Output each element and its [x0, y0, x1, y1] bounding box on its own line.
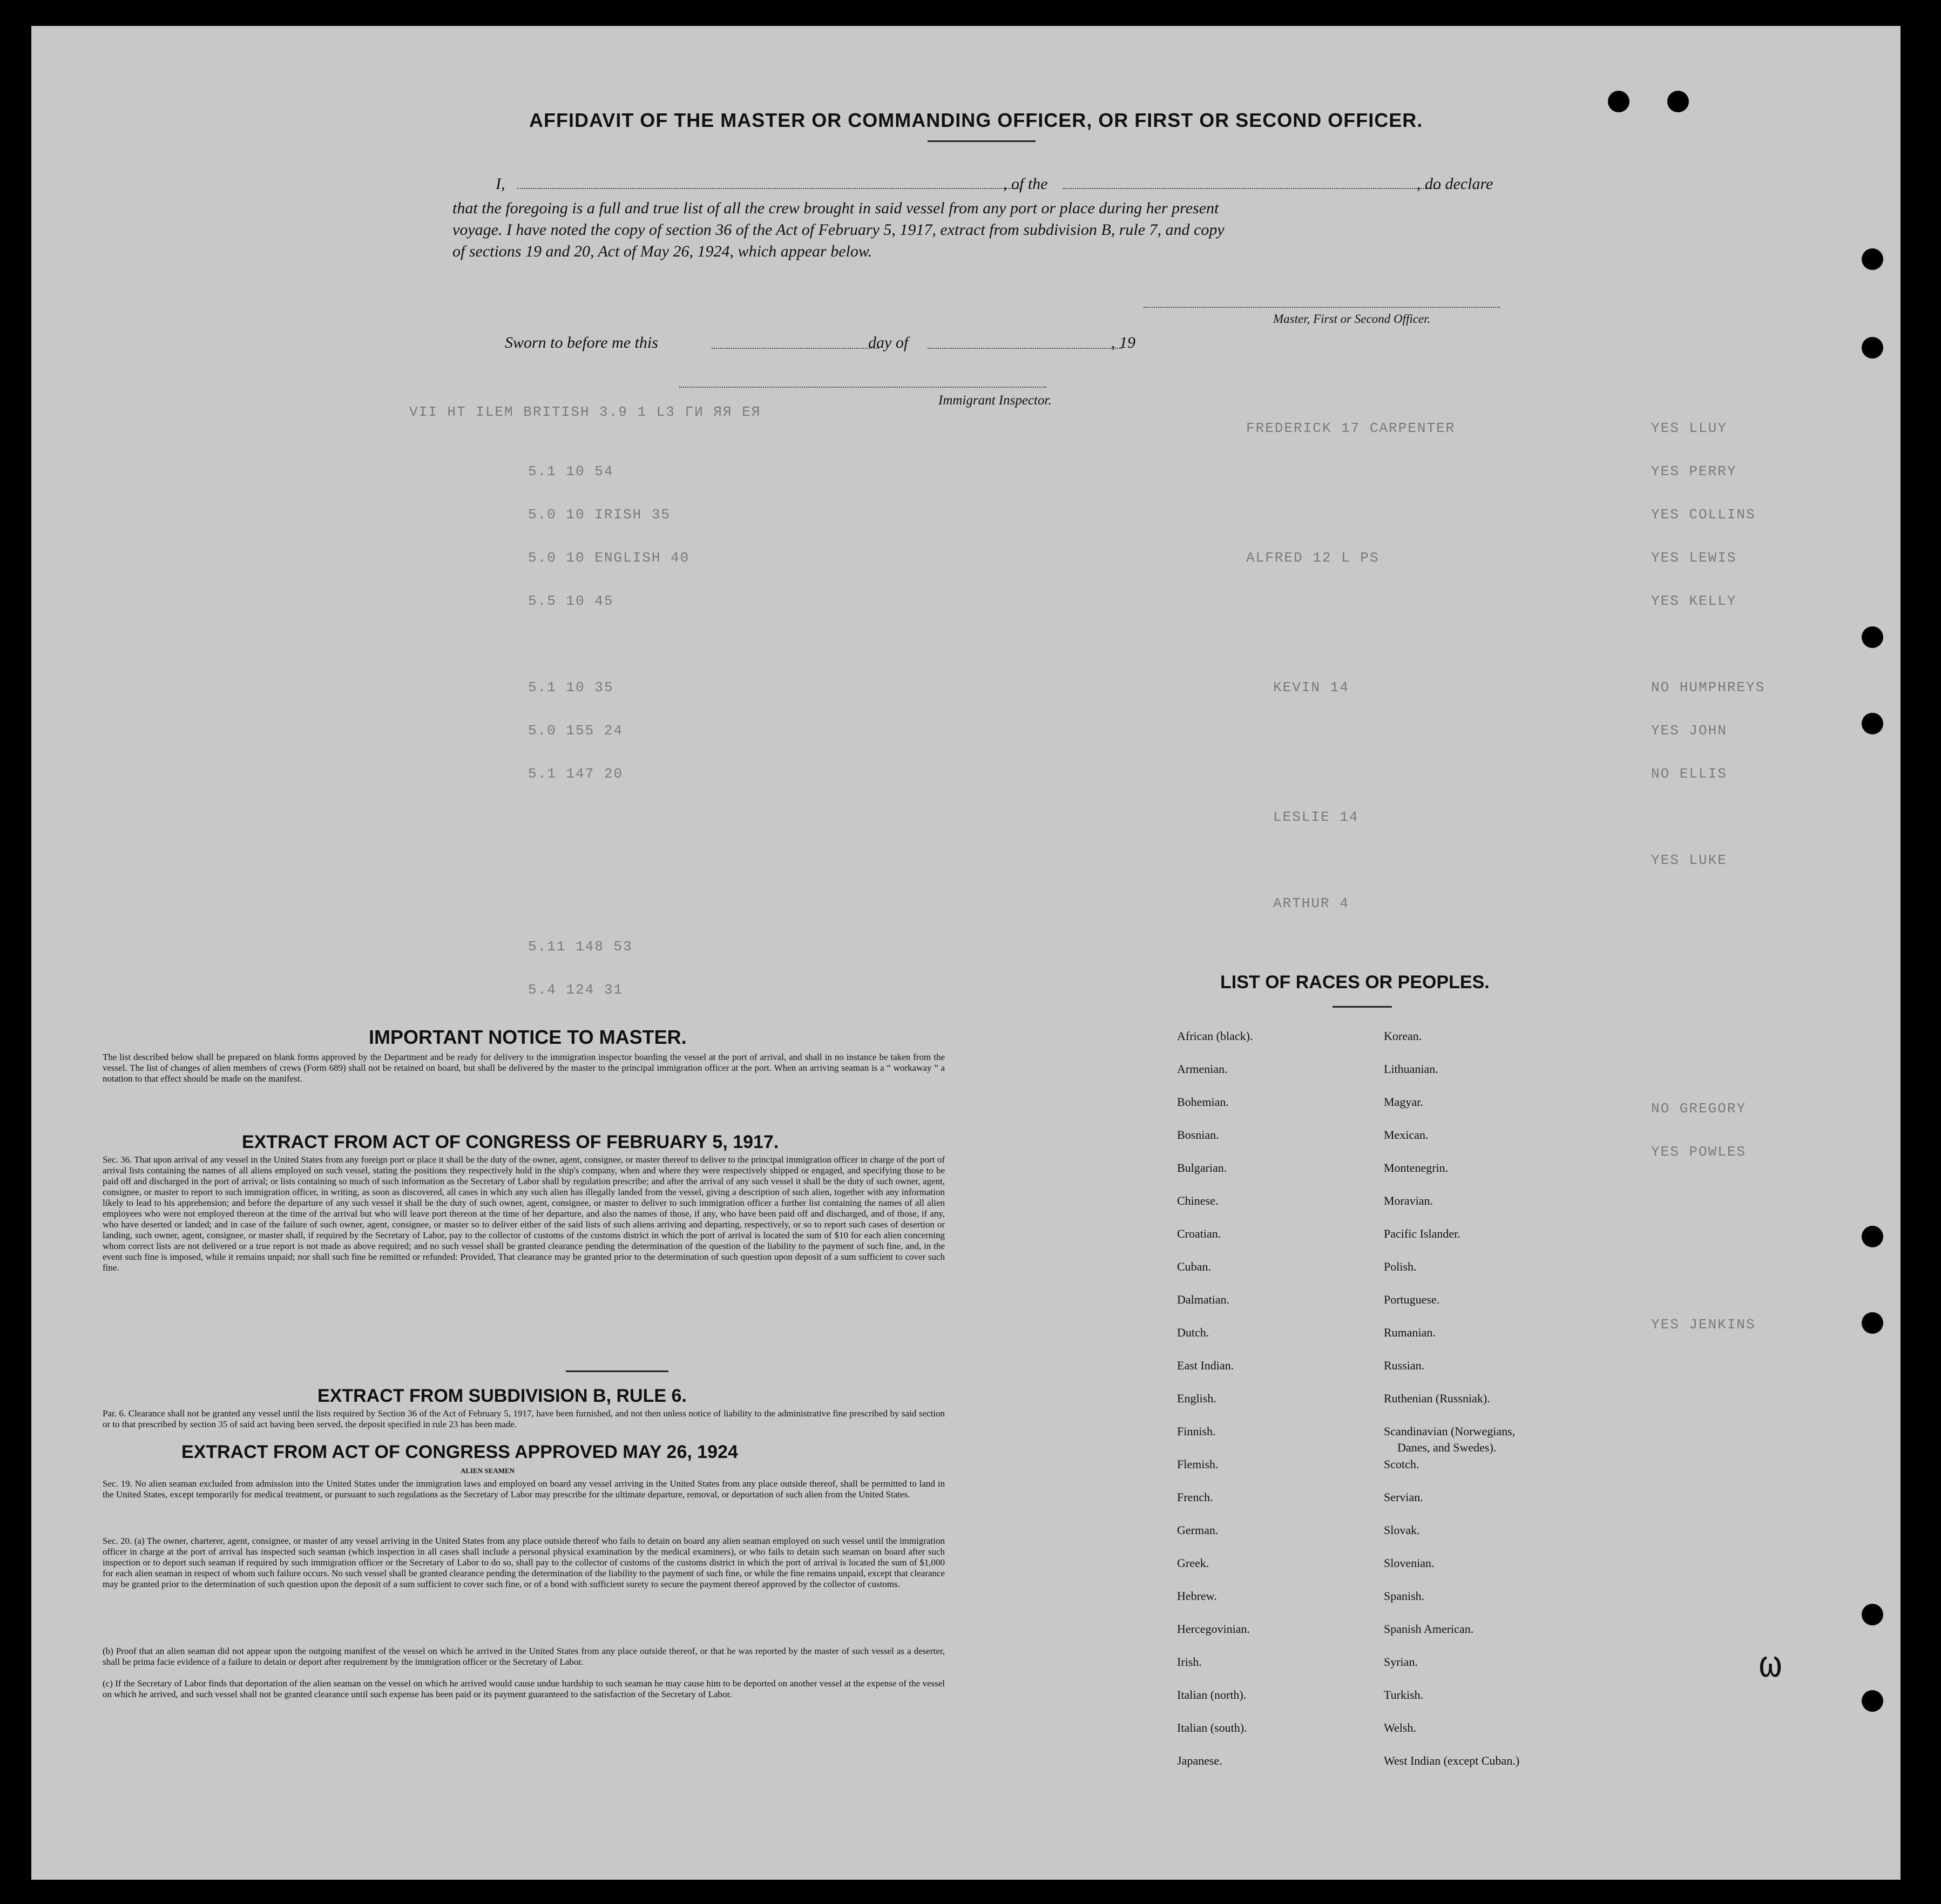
race-left-17: Hebrew.: [1177, 1589, 1217, 1603]
punch-hole-icon: [1608, 91, 1629, 112]
punch-hole-icon: [1862, 1226, 1883, 1247]
race-right-7: Polish.: [1384, 1260, 1417, 1273]
title-underline: [928, 140, 1036, 142]
signature-caption: Master, First or Second Officer.: [1273, 312, 1431, 326]
notice-title: IMPORTANT NOTICE TO MASTER.: [369, 1026, 687, 1048]
bleed-through-marks: ARTHUR 4: [1273, 895, 1349, 912]
bleed-through-marks: YES JOHN: [1651, 723, 1727, 739]
race-right-20: Syrian.: [1384, 1655, 1418, 1669]
race-right-11: Ruthenian (Russniak).: [1384, 1392, 1490, 1405]
race-right-9: Rumanian.: [1384, 1326, 1436, 1339]
section-divider: [566, 1370, 668, 1372]
race-right-1: Lithuanian.: [1384, 1062, 1438, 1076]
bleed-through-marks: YES COLLINS: [1651, 507, 1756, 523]
race-right-6: Pacific Islander.: [1384, 1227, 1460, 1240]
race-right-16: Slovak.: [1384, 1523, 1420, 1537]
race-left-0: African (black).: [1177, 1029, 1253, 1043]
bleed-through-marks: KEVIN 14: [1273, 679, 1349, 696]
bleed-through-marks: ω: [1759, 1646, 1783, 1689]
bleed-through-marks: YES LEWIS: [1651, 550, 1737, 566]
extract-1924-title: EXTRACT FROM ACT OF CONGRESS APPROVED MAY 26, 1924: [181, 1442, 738, 1462]
inspector-blank[interactable]: [679, 387, 1046, 388]
race-right-14: Scotch.: [1384, 1457, 1419, 1471]
race-right-10: Russian.: [1384, 1359, 1425, 1372]
bleed-through-marks: YES PERRY: [1651, 463, 1737, 480]
inspector-caption: Immigrant Inspector.: [938, 393, 1052, 408]
race-left-18: Hercegovinian.: [1177, 1622, 1250, 1636]
race-right-0: Korean.: [1384, 1029, 1422, 1043]
punch-hole-icon: [1862, 337, 1883, 359]
race-right-17: Slovenian.: [1384, 1556, 1435, 1570]
bleed-through-marks: YES LLUY: [1651, 420, 1727, 436]
extract-1917-text: Sec. 36. That upon arrival of any vessel in the United States from any foreign port or place it shall be the duty of the owner, agent, consignee, or master thereof to deliver to the principal immigration officer in charge of the port of arrival lists containing the names of all aliens employed on such vessel, stating the positions they respectively hold in the ship's company, when and where they were respectively shipped or engaged, and specifying those to be paid off and discharged in the port of arrival; or lists containing so much of such information as the Secretary of Labor shall by regulation prescribe; and after the arrival of any such vessel it shall be the duty of such owner, agent, consignee, or master to report to such immigration officer, in writing, as soon as discovered, all cases in which any such alien has illegally landed from the vessel, giving a description of such alien, together with any information likely to lead to his apprehension; and before the departure of any such vessel it shall be the duty of such owner, agent, consignee, or master to deliver to such immigration officer a further list containing the names of all alien employees who were not employed thereon at the time of the arrival but who will leave port thereon at the time of her departure, and also the names of those, if any, who have been paid off and discharged, and of those, if any, who have deserted or landed; and in case of the failure of such owner, agent, consignee, or master so to deliver either of the said lists of such aliens arriving and departing, respectively, or so to report such cases of desertion or landing, such owner, agent, consignee, or master shall, if required by the Secretary of Labor, pay to the collector of customs of the customs district in which the port of arrival is located the sum of $10 for each alien concerning whom correct lists are not delivered or a true report is not made as above required; and no such vessel shall be granted clearance pending the determination of the question of the liability to the payment of such fine, and, in the event such fine is imposed, while it remains unpaid; nor shall such fine be remitted or refunded: Provided, That clearance may be granted prior to the determination of such question upon deposit of a sum sufficient to cover such fine.: [103, 1154, 945, 1273]
signature-blank[interactable]: [1144, 307, 1500, 308]
declaration-do-declare: , do declare: [1417, 175, 1493, 193]
bleed-through-marks: NO HUMPHREYS: [1651, 679, 1766, 696]
extract-1924-c: (c) If the Secretary of Labor finds that deportation of the alien seaman on the vessel on which he arrived would cause undue hardship to such seaman he may cause him to be deported on another vessel at the expense of the vessel on which he arrived, and such vessel shall not be granted clearance until such expense has been paid or its payment guaranteed to the satisfaction of the Secretary of Labor.: [103, 1678, 945, 1699]
race-left-2: Bohemian.: [1177, 1095, 1229, 1109]
punch-hole-icon: [1862, 1312, 1883, 1334]
bleed-through-marks: YES POWLES: [1651, 1144, 1747, 1160]
race-left-3: Bosnian.: [1177, 1128, 1219, 1142]
extract-1924-sec19: Sec. 19. No alien seaman excluded from admission into the United States under the immigration laws and employed on board any vessel arriving in the United States from any place outside thereof, shall be permitted to land in the United States, except temporarily for medical treatment, or pursuant to such regulations as the Secretary of Labor may prescribe for the ultimate departure, removal, or deportation of such alien from the United States.: [103, 1478, 945, 1500]
sworn-day-of: day of: [868, 334, 909, 352]
race-left-21: Italian (south).: [1177, 1721, 1247, 1734]
bleed-through-marks: YES LUKE: [1651, 852, 1727, 868]
bleed-through-marks: 5.11 148 53: [528, 939, 633, 955]
punch-hole-icon: [1862, 713, 1883, 734]
race-left-12: Finnish.: [1177, 1424, 1216, 1438]
race-left-5: Chinese.: [1177, 1194, 1219, 1207]
race-left-20: Italian (north).: [1177, 1688, 1247, 1702]
bleed-through-marks: 5.1 10 54: [528, 463, 614, 480]
race-left-7: Cuban.: [1177, 1260, 1211, 1273]
punch-hole-icon: [1862, 248, 1883, 270]
race-right-15: Servian.: [1384, 1490, 1423, 1504]
race-right-5: Moravian.: [1384, 1194, 1433, 1207]
bleed-through-marks: 5.4 124 31: [528, 982, 624, 998]
race-right-4: Montenegrin.: [1384, 1161, 1449, 1174]
bleed-through-marks: YES JENKINS: [1651, 1316, 1756, 1333]
extract-1924-b: (b) Proof that an alien seaman did not appear upon the outgoing manifest of the vessel on which he arrived in the United States from any place outside thereof, or that he was reported by the master of such vessel as a deserter, shall be prima facie evidence of a failure to detain or deport after requirement by the immigration officer or the Secretary of Labor.: [103, 1646, 945, 1667]
bleed-through-marks: VII HT ILEM BRITISH 3.9 1 L3 ГИ ЯЯ ЕЯ: [409, 404, 761, 420]
extract-rule6-text: Par. 6. Clearance shall not be granted any vessel until the lists required by Section 36 of the Act of February 5, 1917, have been furnished, and not then unless notice of liability to the administrative fine prescribed by said section or to that prescribed by section 35 of said act having been served, the deposit specified in rule 23 has been made.: [103, 1408, 945, 1429]
extract-rule6-title: EXTRACT FROM SUBDIVISION B, RULE 6.: [317, 1386, 687, 1406]
race-left-8: Dalmatian.: [1177, 1293, 1230, 1306]
race-right-13: Danes, and Swedes).: [1397, 1441, 1497, 1454]
punch-hole-icon: [1862, 626, 1883, 648]
bleed-through-marks: 5.1 147 20: [528, 766, 624, 782]
bleed-through-marks: 5.0 10 ENGLISH 40: [528, 550, 690, 566]
race-left-6: Croatian.: [1177, 1227, 1221, 1240]
race-left-9: Dutch.: [1177, 1326, 1209, 1339]
extract-1917-title: EXTRACT FROM ACT OF CONGRESS OF FEBRUARY 5, 1917.: [242, 1132, 779, 1152]
race-left-14: French.: [1177, 1490, 1213, 1504]
affidavit-title: AFFIDAVIT OF THE MASTER OR COMMANDING OFFICER, OR FIRST OR SECOND OFFICER.: [529, 109, 1423, 131]
race-right-12: Scandinavian (Norwegians,: [1384, 1424, 1516, 1438]
punch-hole-icon: [1667, 91, 1689, 112]
bleed-through-marks: LESLIE 14: [1273, 809, 1359, 825]
declaration-of-the: , of the: [1003, 175, 1048, 193]
race-left-10: East Indian.: [1177, 1359, 1234, 1372]
race-right-18: Spanish.: [1384, 1589, 1425, 1603]
punch-hole-icon: [1862, 1604, 1883, 1625]
bleed-through-marks: NO ELLIS: [1651, 766, 1727, 782]
extract-1924-subtitle: ALIEN SEAMEN: [461, 1467, 515, 1475]
race-right-2: Magyar.: [1384, 1095, 1423, 1109]
race-left-13: Flemish.: [1177, 1457, 1219, 1471]
races-title: LIST OF RACES OR PEOPLES.: [1220, 972, 1490, 992]
races-underline: [1333, 1006, 1392, 1008]
bleed-through-marks: 5.5 10 45: [528, 593, 614, 609]
name-blank[interactable]: [517, 188, 1022, 189]
race-right-19: Spanish American.: [1384, 1622, 1474, 1636]
extract-1924-sec20: Sec. 20. (a) The owner, charterer, agent, consignee, or master of any vessel arriving in the United States from any place outside thereof who fails to detain on board any alien seaman employed on such vessel until the immigration officer in charge at the port of arrival has inspected such seaman (which inspection in all cases shall include a personal physical examination by the medical examiners), or who fails to detain such seaman on board after such inspection or to deport such seaman if required by such immigration officer or the Secretary of Labor to do so, shall pay to the collector of customs of the customs district in which the port of arrival is located the sum of $1,000 for each alien seaman in respect of whom such failure occurs. No such vessel shall be granted clearance pending the determination of the liability to the payment of such fine, or while the fine remains unpaid, except that clearance may be granted prior to the determination of such question upon the deposit of a sum sufficient to cover such fine, or of a bond with sufficient surety to secure the payment thereof approved by the collector of customs.: [103, 1536, 945, 1589]
race-right-23: West Indian (except Cuban.): [1384, 1754, 1520, 1767]
bleed-through-marks: YES KELLY: [1651, 593, 1737, 609]
bleed-through-marks: 5.0 155 24: [528, 723, 624, 739]
month-blank[interactable]: [928, 348, 1122, 349]
declaration-body: that the foregoing is a full and true list of all the crew brought in said vessel from any port or place during her present voyage. I have noted the copy of section 36 of the Act of February 5, 1917, extract from subdivision B, rule 7, and copy of sections 19 and 20, Act of May 26, 1924, which appear below.: [452, 199, 1225, 260]
notice-text: The list described below shall be prepared on blank forms approved by the Department and be ready for delivery to the immigration inspector boarding the vessel at the port of arrival, and shall in no instance be taken from the vessel. The list of changes of alien members of crews (Form 689) shall not be retained on board, but shall be delivered by the master to the principal immigration officer at the port. When an arriving seaman is a “ workaway ” a notation to that effect should be made on the manifest.: [103, 1052, 945, 1084]
race-left-4: Bulgarian.: [1177, 1161, 1227, 1174]
race-right-8: Portuguese.: [1384, 1293, 1440, 1306]
day-blank[interactable]: [712, 348, 879, 349]
race-right-22: Welsh.: [1384, 1721, 1416, 1734]
race-right-21: Turkish.: [1384, 1688, 1424, 1702]
race-left-16: Greek.: [1177, 1556, 1209, 1570]
sworn-year: , 19: [1111, 334, 1135, 352]
punch-hole-icon: [1862, 1690, 1883, 1712]
race-right-3: Mexican.: [1384, 1128, 1429, 1142]
document-sheet: [31, 26, 1901, 1880]
vessel-blank[interactable]: [1063, 188, 1440, 189]
declaration-i: I,: [496, 175, 505, 193]
sworn-before: Sworn to before me this: [505, 334, 658, 352]
bleed-through-marks: 5.1 10 35: [528, 679, 614, 696]
race-left-19: Irish.: [1177, 1655, 1202, 1669]
bleed-through-marks: FREDERICK 17 CARPENTER: [1246, 420, 1456, 436]
race-left-11: English.: [1177, 1392, 1216, 1405]
race-left-22: Japanese.: [1177, 1754, 1222, 1767]
bleed-through-marks: NO GREGORY: [1651, 1100, 1747, 1117]
race-left-1: Armenian.: [1177, 1062, 1228, 1076]
race-left-15: German.: [1177, 1523, 1219, 1537]
bleed-through-marks: ALFRED 12 L PS: [1246, 550, 1379, 566]
bleed-through-marks: 5.0 10 IRISH 35: [528, 507, 671, 523]
